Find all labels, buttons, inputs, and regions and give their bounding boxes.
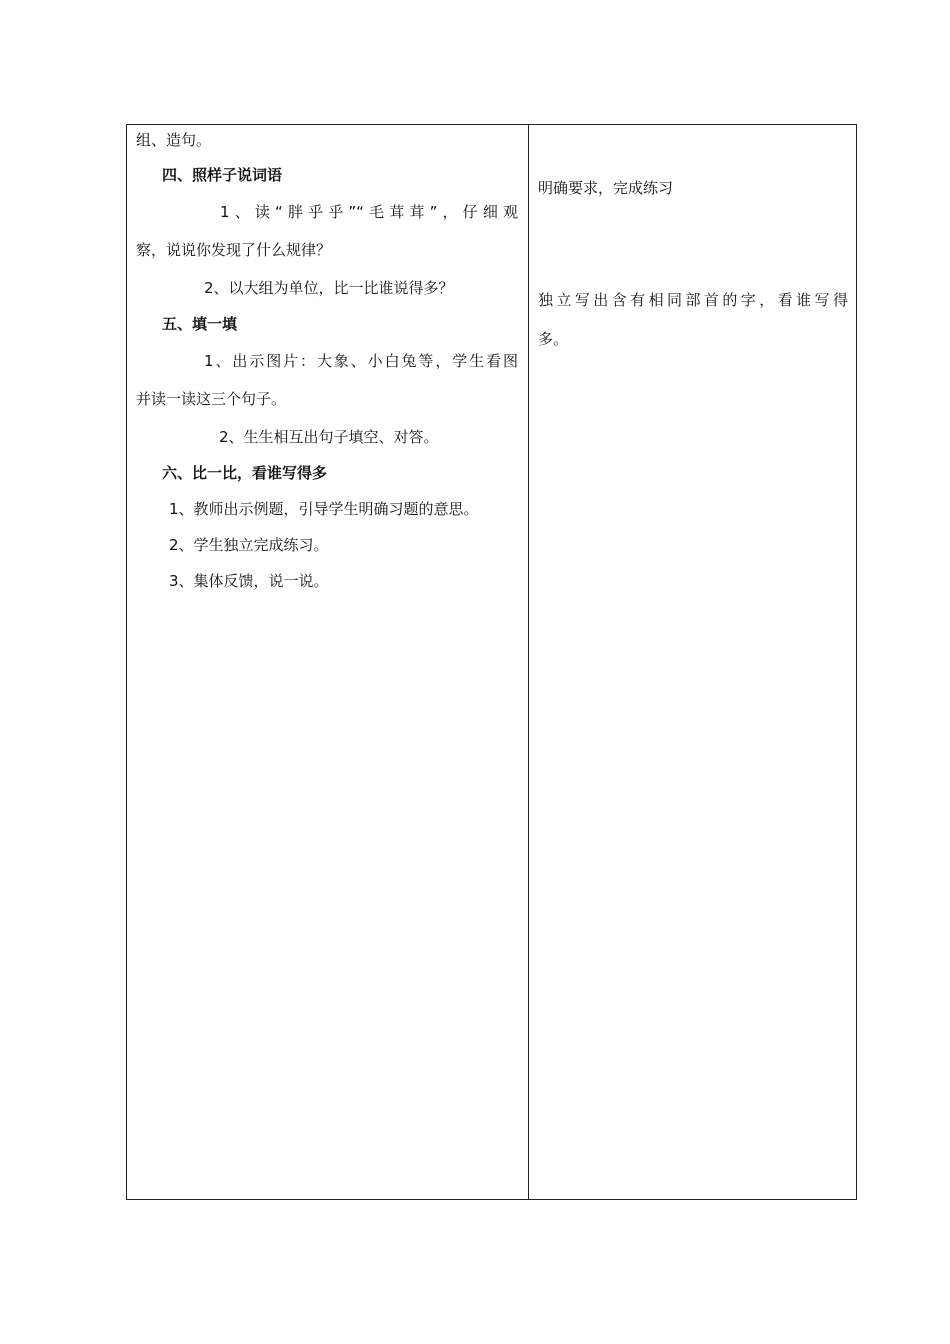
- lesson-plan-table: [126, 124, 857, 1200]
- column-divider: [528, 125, 529, 1199]
- left-text-line: 组、造句。: [136, 131, 212, 149]
- section-5-item-1-line-2: 并读一读这三个句子。: [136, 390, 287, 408]
- section-6-item-3: 3、集体反馈，说一说。: [169, 572, 329, 590]
- section-4-item-1-line-2: 察，说说你发现了什么规律？: [136, 241, 332, 259]
- right-text-line-3: 多。: [538, 330, 569, 348]
- section-heading-6: 六、比一比，看谁写得多: [162, 464, 328, 482]
- section-5-item-2: 2、生生相互出句子填空、对答。: [219, 428, 439, 446]
- section-heading-5: 五、填一填: [162, 315, 238, 333]
- section-4-item-1-line-1: 1、读“胖乎乎”“毛茸茸”，仔细观: [220, 203, 518, 221]
- right-text-line-1: 明确要求，完成练习: [538, 179, 674, 197]
- section-6-item-1: 1、教师出示例题，引导学生明确习题的意思。: [169, 500, 479, 518]
- section-6-item-2: 2、学生独立完成练习。: [169, 536, 329, 554]
- section-5-item-1-line-1: 1、出示图片：大象、小白兔等，学生看图: [204, 352, 518, 370]
- section-4-item-2: 2、以大组为单位，比一比谁说得多？: [204, 279, 454, 297]
- section-heading-4: 四、照样子说词语: [162, 166, 283, 184]
- right-text-line-2: 独立写出含有相同部首的字，看谁写得: [538, 291, 848, 309]
